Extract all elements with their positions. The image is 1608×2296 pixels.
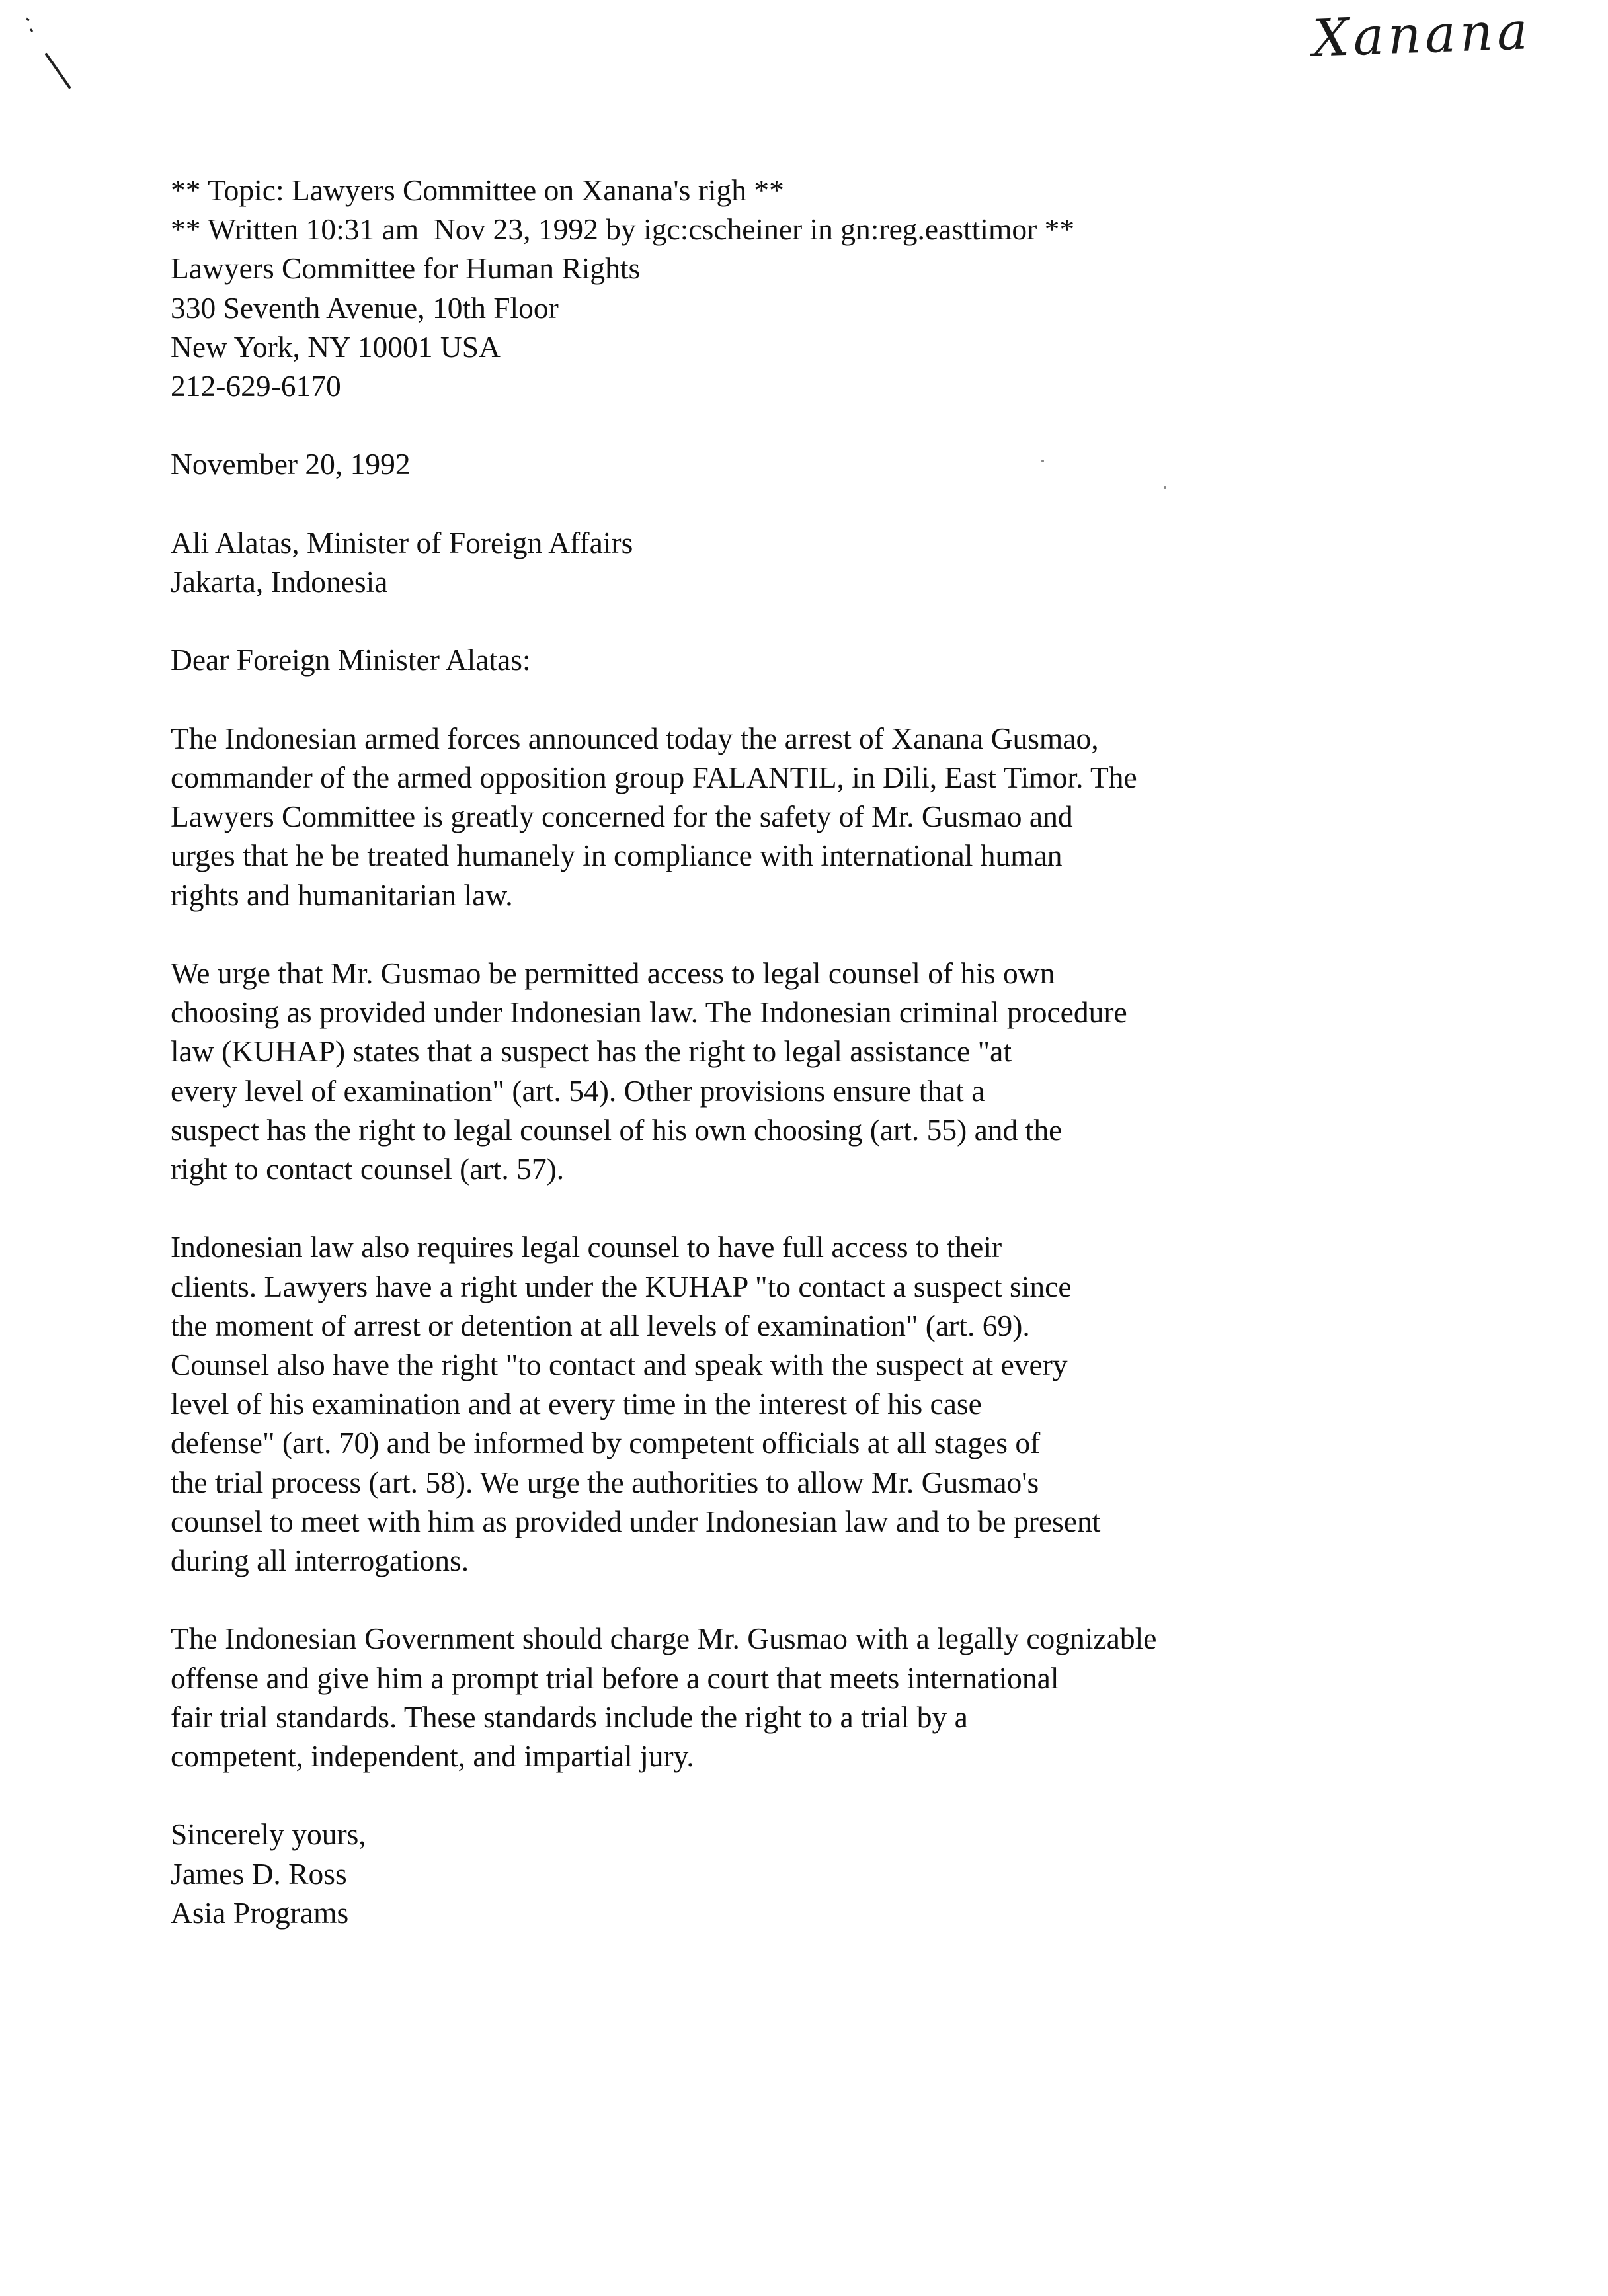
spacer bbox=[171, 601, 1480, 640]
salutation: Dear Foreign Minister Alatas: bbox=[171, 643, 531, 677]
spacer bbox=[171, 484, 1480, 523]
paragraph-line: fair trial standards. These standards include the right to a trial by a bbox=[171, 1700, 968, 1734]
paragraph-line: Counsel also have the right "to contact and speak with the suspect at every bbox=[171, 1348, 1068, 1381]
paragraph-line: urges that he be treated humanely in compliance with international human bbox=[171, 839, 1063, 873]
spacer bbox=[171, 1580, 1480, 1619]
paragraph-4 bbox=[171, 1619, 1480, 1776]
recipient-location: Jakarta, Indonesia bbox=[171, 565, 388, 598]
paragraph-2 bbox=[171, 954, 1480, 1188]
paragraph-line: during all interrogations. bbox=[171, 1543, 469, 1578]
signer-title: Asia Programs bbox=[171, 1895, 349, 1930]
paragraph-line: the moment of arrest or detention at all levels of examination" (art. 69). bbox=[171, 1308, 1030, 1342]
recipient-name-title: Ali Alatas, Minister of Foreign Affairs bbox=[171, 525, 633, 559]
paragraph-line: We urge that Mr. Gusmao be permitted access to legal counsel of his own bbox=[171, 956, 1055, 990]
paragraph-line: choosing as provided under Indonesian law. The Indonesian criminal procedure bbox=[171, 995, 1127, 1030]
paragraph-line: rights and humanitarian law. bbox=[171, 878, 513, 912]
paragraph-line: counsel to meet with him as provided under Indonesian law and to be present bbox=[171, 1504, 1101, 1538]
sender-organization: Lawyers Committee for Human Rights bbox=[171, 251, 641, 286]
written-line: ** Written 10:31 am Nov 23, 1992 by igc:cscheiner in gn:reg.easttimor ** bbox=[171, 212, 1075, 247]
paragraph-line: defense" (art. 70) and be informed by competent officials at all stages of bbox=[171, 1426, 1041, 1460]
paragraph-line: suspect has the right to legal counsel of his own choosing (art. 55) and the bbox=[171, 1112, 1063, 1147]
paragraph-line: The Indonesian armed forces announced today the arrest of Xanana Gusmao, bbox=[171, 721, 1099, 755]
message-header bbox=[171, 171, 1480, 249]
paragraph-1 bbox=[171, 719, 1480, 915]
paragraph-line: Lawyers Committee is greatly concerned for the safety of Mr. Gusmao and bbox=[171, 800, 1073, 834]
signer-name: James D. Ross bbox=[171, 1856, 347, 1891]
spacer bbox=[171, 405, 1480, 444]
sender-address bbox=[171, 249, 1480, 405]
paragraph-line: right to contact counsel (art. 57). bbox=[171, 1152, 565, 1186]
paragraph-line: the trial process (art. 58). We urge the authorities to allow Mr. Gusmao's bbox=[171, 1465, 1039, 1499]
handwritten-annotation: Xanana bbox=[1311, 1, 1533, 69]
spacer bbox=[171, 915, 1480, 954]
topic-line: ** Topic: Lawyers Committee on Xanana's righ ** bbox=[171, 173, 784, 207]
paragraph-line: every level of examination" (art. 54). Other provisions ensure that a bbox=[171, 1073, 985, 1108]
closing bbox=[171, 1815, 1480, 1932]
sender-address-line1: 330 Seventh Avenue, 10th Floor bbox=[171, 290, 559, 325]
paragraph-line: clients. Lawyers have a right under the KUHAP "to contact a suspect since bbox=[171, 1269, 1072, 1303]
sender-phone: 212-629-6170 bbox=[171, 369, 341, 403]
valediction: Sincerely yours, bbox=[171, 1817, 366, 1852]
corner-stroke-mark bbox=[20, 13, 79, 93]
paragraph-line: level of his examination and at every time in the interest of his case bbox=[171, 1387, 982, 1421]
spacer bbox=[171, 1188, 1480, 1227]
letter-body bbox=[171, 171, 1480, 1932]
spacer bbox=[171, 680, 1480, 719]
paragraph-line: Indonesian law also requires legal counsel to have full access to their bbox=[171, 1230, 1002, 1264]
paragraph-3 bbox=[171, 1227, 1480, 1580]
sender-address-line2: New York, NY 10001 USA bbox=[171, 329, 501, 364]
recipient-address bbox=[171, 523, 1480, 601]
paragraph-line: competent, independent, and impartial jury. bbox=[171, 1739, 694, 1774]
paragraph-line: The Indonesian Government should charge Mr. Gusmao with a legally cognizable bbox=[171, 1621, 1157, 1656]
paragraph-line: law (KUHAP) states that a suspect has the right to legal assistance "at bbox=[171, 1034, 1012, 1069]
spacer bbox=[171, 1776, 1480, 1815]
letter-date: November 20, 1992 bbox=[171, 447, 411, 481]
paragraph-line: commander of the armed opposition group FALANTIL, in Dili, East Timor. The bbox=[171, 760, 1137, 794]
paragraph-line: offense and give him a prompt trial before a court that meets international bbox=[171, 1660, 1059, 1695]
